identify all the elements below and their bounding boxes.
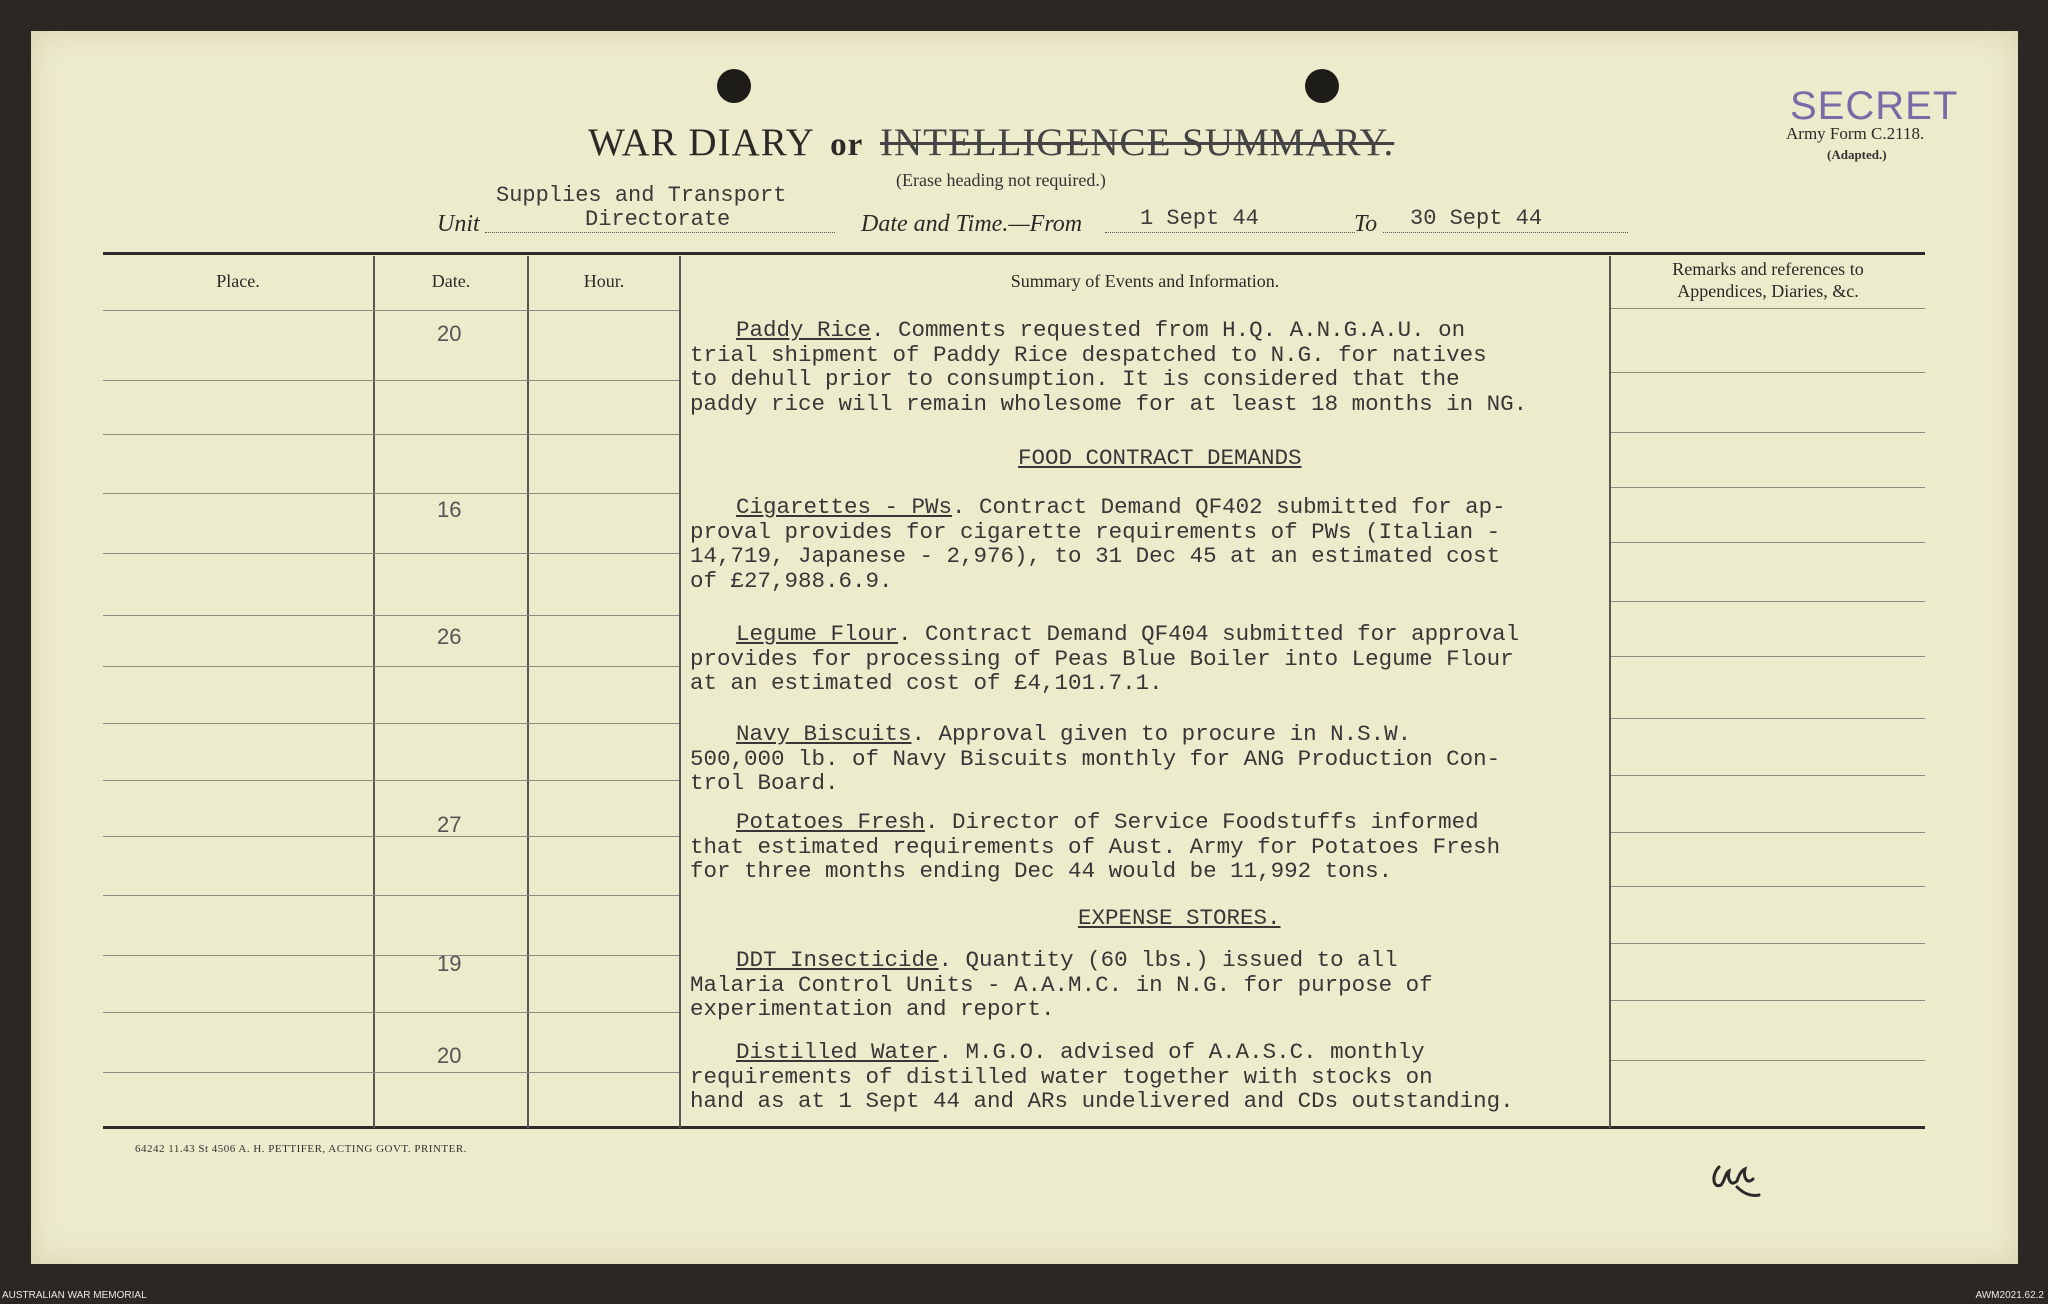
diary-entry [690, 622, 1620, 696]
diary-entry [690, 810, 1620, 884]
ruled-line [103, 615, 679, 616]
remarks-header-line1: Remarks and references to [1672, 259, 1864, 279]
unit-value-line1: Supplies and Transport [496, 183, 787, 208]
entry-heading: Legume Flour [736, 621, 899, 647]
column-header-summary: Summary of Events and Information. [1010, 271, 1280, 291]
army-form-number: Army Form C.2118. [1786, 124, 1925, 143]
entry-text: . M.G.O. advised of A.A.S.C. monthly requirements of distilled water together with stocks on hand as at 1 Sept 44 and ARs undelivered and CDs outstanding. [690, 1039, 1514, 1114]
ruled-line [1611, 601, 1925, 602]
punch-hole-right [1305, 69, 1339, 103]
remarks-header-line2: Appendices, Diaries, &c. [1677, 281, 1859, 301]
erase-note: (Erase heading not required.) [896, 170, 1106, 190]
entry-heading: Paddy Rice [736, 317, 872, 343]
date-from-dotted-line [1105, 232, 1355, 233]
printer-imprint: 64242 11.43 St 4506 A. H. PETTIFER, ACTING GOVT. PRINTER. [135, 1143, 467, 1155]
title-struck: INTELLIGENCE SUMMARY. [879, 121, 1395, 164]
handwritten-initials [1707, 1145, 1777, 1205]
date-to-value: 30 Sept 44 [1410, 206, 1543, 231]
column-header-hour: Hour. [583, 271, 625, 291]
table-bottom-rule [103, 1126, 1925, 1129]
entry-heading: Distilled Water [736, 1039, 939, 1065]
entry-date: 26 [437, 624, 462, 649]
entry-text: . Approval given to procure in N.S.W. 500,000 lb. of Navy Biscuits monthly for ANG Production Con- trol Board. [690, 721, 1501, 796]
section-heading-expense: EXPENSE STORES. [1078, 905, 1281, 931]
entry-text: . Contract Demand QF404 submitted for approval provides for processing of Peas Blue Boiler into Legume Flour at an estimated cost of £4,101.7.1. [690, 621, 1520, 696]
ruled-line [1611, 372, 1925, 373]
archive-footer-right: AWM2021.62.2 [1975, 1290, 2044, 1301]
ruled-line [1611, 542, 1925, 543]
ruled-line [103, 493, 679, 494]
ruled-line [1611, 656, 1925, 657]
ruled-line [103, 553, 679, 554]
ruled-line [1611, 1000, 1925, 1001]
column-header-date: Date. [431, 271, 471, 291]
form-title [588, 120, 1394, 165]
ruled-line [103, 780, 679, 781]
ruled-line [1611, 886, 1925, 887]
title-main: WAR DIARY [588, 121, 814, 164]
entry-text: . Comments requested from H.Q. A.N.G.A.U. on trial shipment of Paddy Rice despatched to N.G. for natives to dehull prior to consumption. It is considered that the paddy rice will remain wholesome for at least 18 months in NG. [690, 317, 1528, 417]
column-header-remarks [1611, 258, 1925, 302]
diary-entry [690, 495, 1620, 593]
ruled-line [1611, 718, 1925, 719]
ruled-line [1611, 432, 1925, 433]
date-to-label: To [1354, 211, 1378, 237]
header-rule-right [1611, 308, 1925, 309]
column-divider-place [373, 256, 375, 1128]
ruled-line [1611, 1060, 1925, 1061]
unit-value-line2: Directorate [585, 207, 731, 232]
ruled-line [1611, 487, 1925, 488]
entry-date: 16 [437, 497, 462, 522]
ruled-line [103, 955, 679, 956]
date-from-value: 1 Sept 44 [1140, 206, 1259, 231]
ruled-line [103, 380, 679, 381]
date-to-dotted-line [1383, 232, 1628, 233]
column-header-place: Place. [216, 271, 260, 291]
ruled-line [1611, 832, 1925, 833]
ruled-line [103, 434, 679, 435]
ruled-line [103, 1072, 679, 1073]
ruled-line [103, 1012, 679, 1013]
punch-hole-left [717, 69, 751, 103]
entry-heading: Navy Biscuits [736, 721, 912, 747]
entry-date: 20 [437, 321, 462, 346]
column-divider-hour [679, 256, 681, 1128]
table-top-rule [103, 252, 1925, 255]
ruled-line [1611, 943, 1925, 944]
column-divider-date [527, 256, 529, 1128]
entry-date: 27 [437, 812, 462, 837]
diary-entry [690, 722, 1620, 796]
section-heading-food: FOOD CONTRACT DEMANDS [1018, 445, 1302, 471]
title-or: or [830, 127, 864, 163]
entry-text: . Contract Demand QF402 submitted for ap- proval provides for cigarette requirements of PWs (Italian - 14,719, Japanese - 2,976), to 31 Dec 45 at an estimated cost of £27,988.6.9. [690, 494, 1506, 594]
diary-entry [690, 1040, 1620, 1114]
entry-heading: DDT Insecticide [736, 947, 939, 973]
unit-dotted-line [485, 232, 835, 233]
ruled-line [103, 666, 679, 667]
entry-text: . Quantity (60 lbs.) issued to all Malaria Control Units - A.A.M.C. in N.G. for purpose of experimentation and report. [690, 947, 1433, 1022]
entry-date: 19 [437, 951, 462, 976]
entry-text: . Director of Service Foodstuffs informed that estimated requirements of Aust. Army for Potatoes Fresh for three months ending Dec 44 would be 11,992 tons. [690, 809, 1501, 884]
ruled-line [103, 895, 679, 896]
ruled-line [1611, 775, 1925, 776]
diary-entry [690, 948, 1620, 1022]
archive-footer-left: AUSTRALIAN WAR MEMORIAL [2, 1290, 147, 1301]
entry-heading: Potatoes Fresh [736, 809, 926, 835]
ruled-line [103, 836, 679, 837]
date-from-label: Date and Time.—From [861, 211, 1083, 237]
unit-label: Unit [437, 211, 480, 237]
adapted-note: (Adapted.) [1827, 147, 1887, 162]
secret-stamp: SECRET [1790, 84, 1959, 128]
entry-heading: Cigarettes - PWs [736, 494, 953, 520]
diary-entry [690, 318, 1620, 416]
header-rule-left [103, 310, 679, 311]
ruled-line [103, 723, 679, 724]
entry-date: 20 [437, 1043, 462, 1068]
